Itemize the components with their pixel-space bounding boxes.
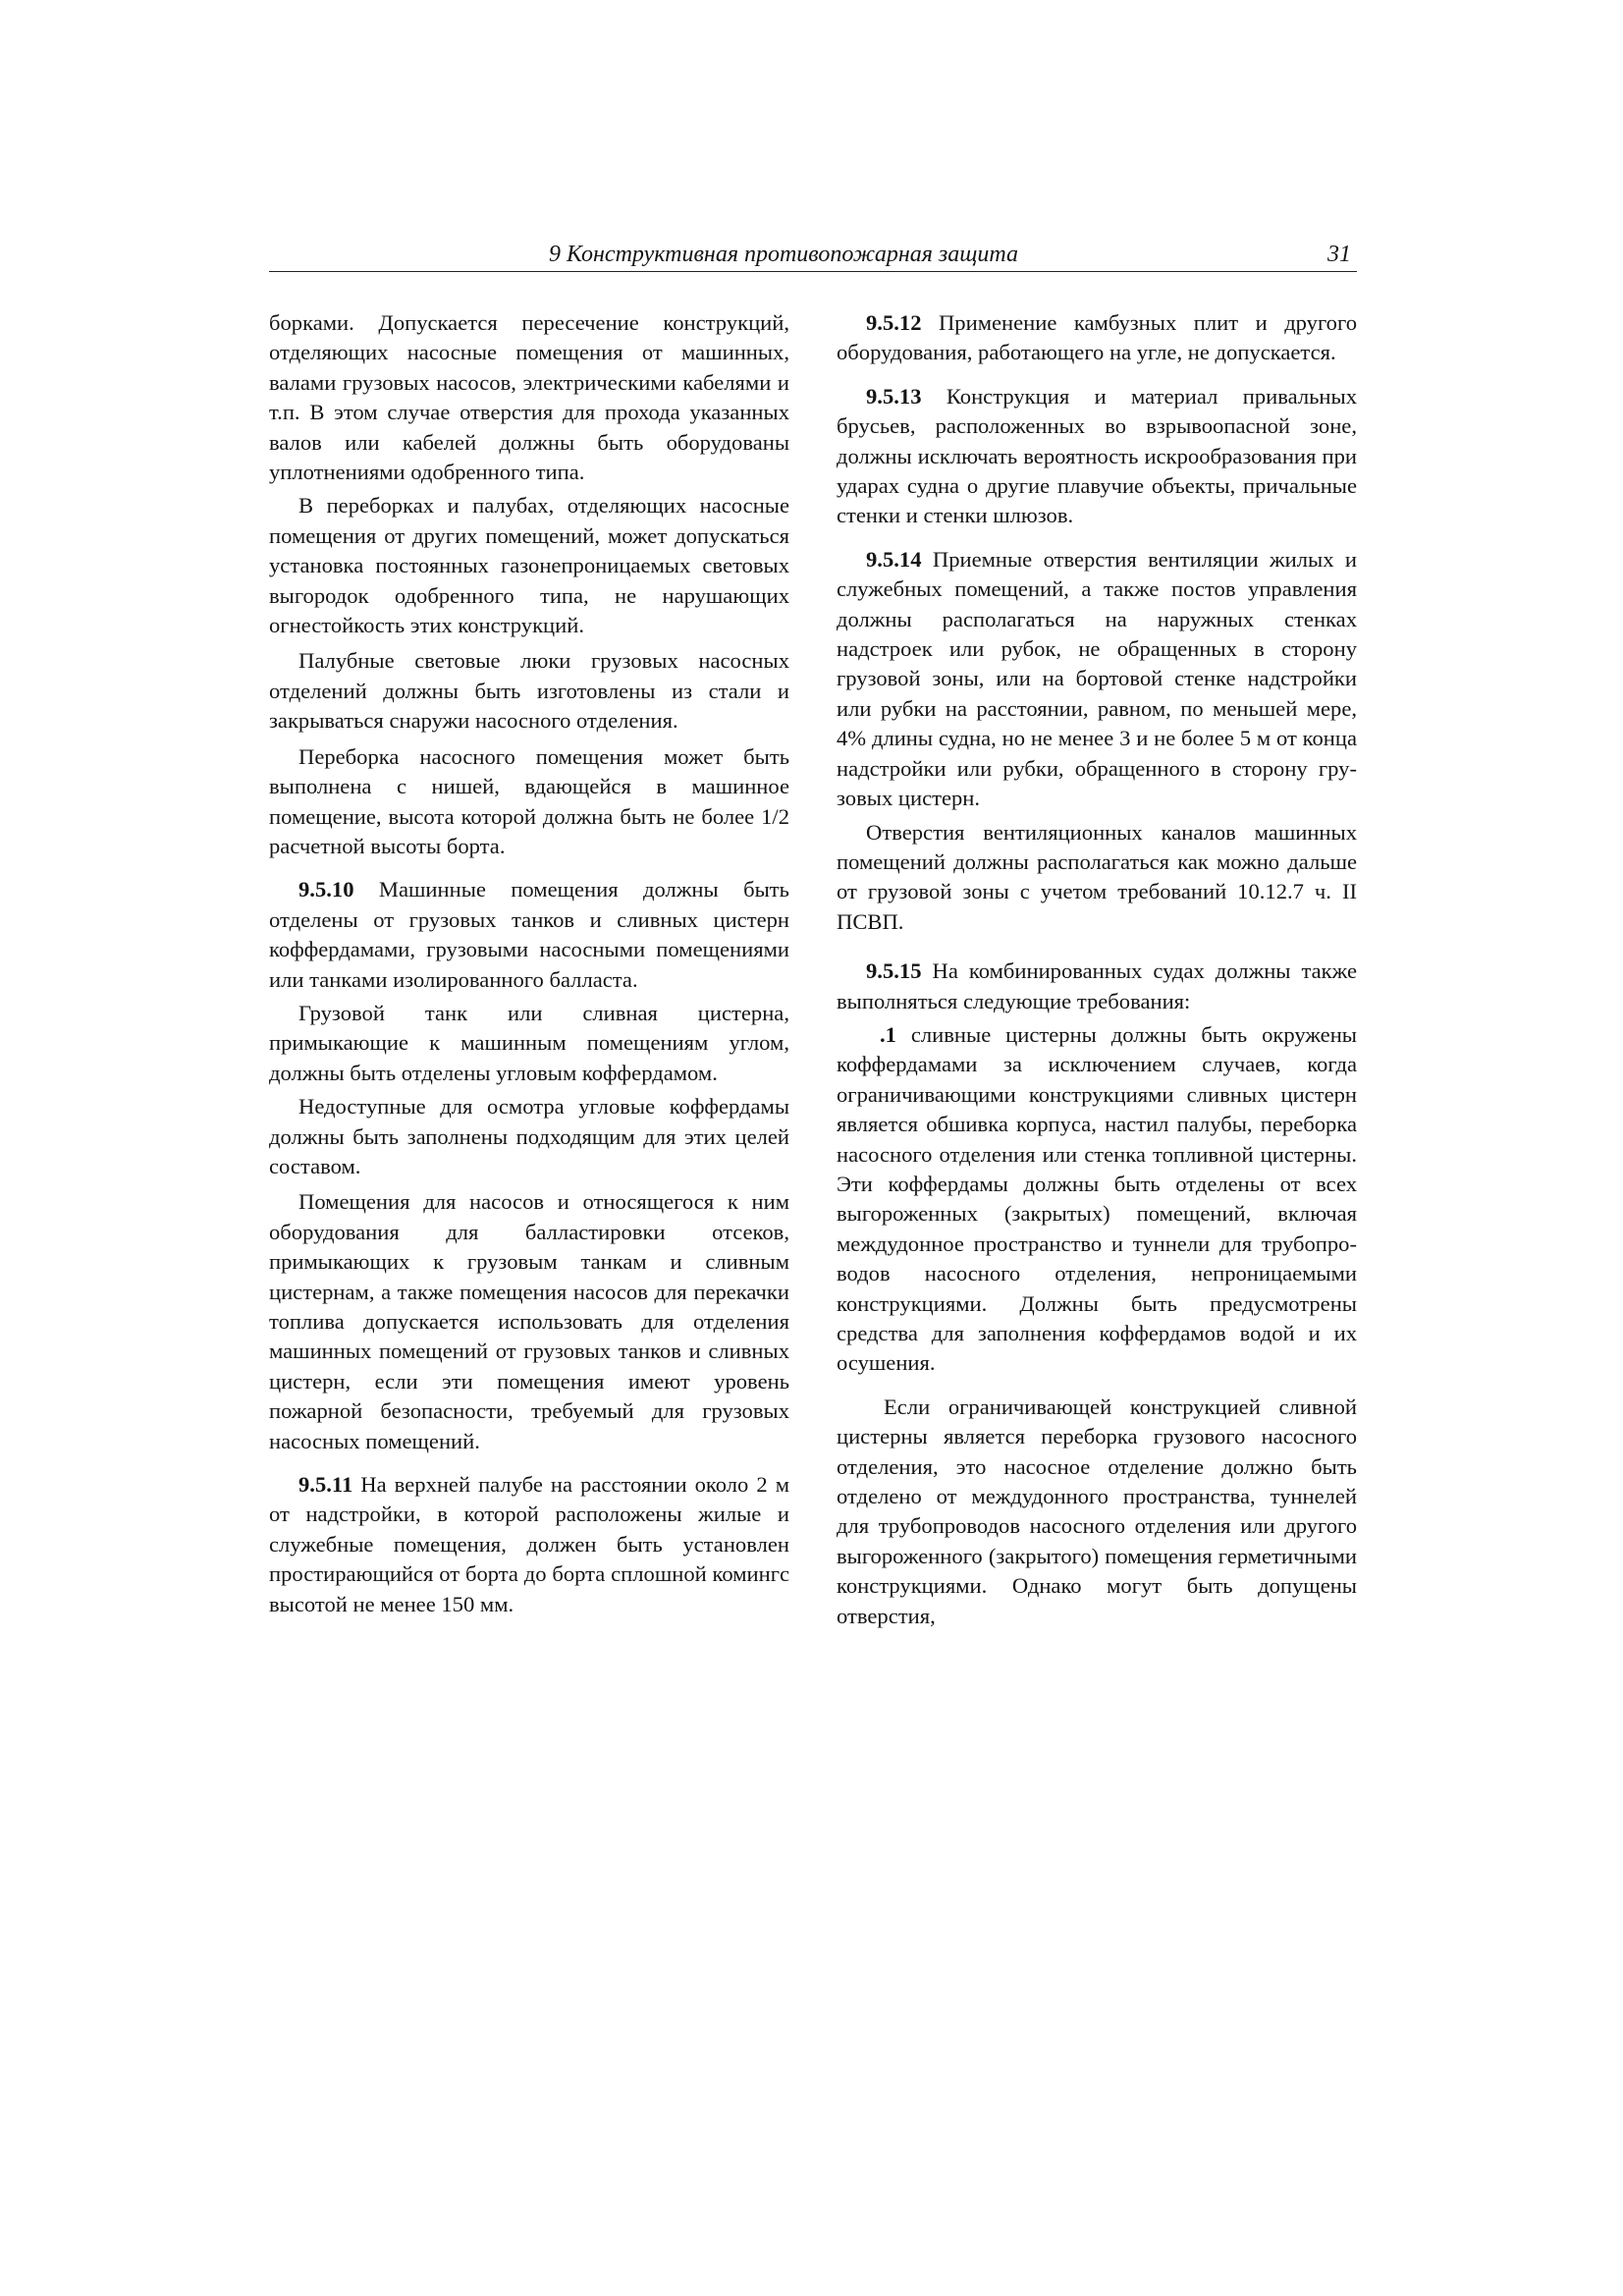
paragraph: Недоступные для осмотра угловые коффердамы должны быть заполнены подходящим для этих целей составом.	[269, 1094, 789, 1178]
document-page	[269, 238, 1357, 1628]
section-text: Машинные помещения должны быть отделены от грузовых танков и сливных цистерн коффердамами, грузовыми насосными помещениями или танками изолированного балласта.	[269, 877, 789, 992]
section-number: 9.5.11	[298, 1472, 353, 1498]
section-9-5-12	[837, 308, 1357, 368]
paragraph: В переборках и палубах, отделяющих насосные помещения от других помещений, может допускаться установка постоянных газонепроницаемых световых выгородок одобренного типа, не нарушающих огнестойкость этих конструкций.	[269, 493, 789, 638]
running-header	[269, 238, 1357, 272]
page-number: 31	[1327, 242, 1351, 267]
list-item	[837, 1020, 1357, 1379]
section-9-5-13	[837, 382, 1357, 531]
list-marker: .1	[880, 1021, 896, 1047]
paragraph: Если ограничивающей конструкцией сливной цистерны является переборка грузового насосного отделения, это насосное отделение должно быть отделено от междудонного пространства, туннелей для трубопроводов насосного отделения или другого выгороженного (закрытого) помещения герметичными конструкциями. Однако могут быть допущены отверстия,	[837, 1394, 1357, 1628]
section-text: На верхней палубе на расстоянии около 2 м от надстройки, в которой расположены жилые и служебные помещения, должен быть установлен простирающийся от борта до борта сплошной комингс высотой не менее 150 мм.	[269, 1472, 789, 1616]
paragraph: Переборка насосного помещения может быть выполнена с нишей, вдающейся в машинное помещение, высота которой должна быть не более 1/2 расчетной высоты борта.	[269, 743, 789, 858]
paragraph: Грузовой танк или сливная цистерна, примыкающие к машинным помещениям углом, должны быть отделены угловым коффердамом.	[269, 1000, 789, 1085]
section-number: 9.5.15	[866, 958, 922, 984]
left-column	[269, 308, 789, 1619]
section-number: 9.5.14	[866, 546, 922, 572]
paragraph: борками. Допускается пересечение конструкций, отделяющих насосные помещения от машинных, валами грузовых насосов, электрическими кабелями и т.п. В этом случае отверстия для прохода указанных валов или кабелей должны быть оборудованы уплотнениями одобренного типа.	[269, 310, 789, 485]
paragraph: Помещения для насосов и относящегося к ним оборудования для балластировки отсеков, примыкающих к грузовым танкам и сливным цистернам, а также помещения насосов для перекачки топлива допускается использовать для отделения машинных помещений от грузовых танков и сливных цистерн, если эти помещения имеют уровень пожарной безопасности, требуемый для грузовых насосных помещений.	[269, 1189, 789, 1453]
paragraph: Отверстия вентиляционных каналов машинных помещений должны располагаться как можно дальше от грузовой зоны с учетом требований 10.12.7 ч. II ПСВП.	[837, 819, 1357, 934]
chapter-title: 9 Конструктивная противопожарная защита	[549, 242, 1018, 267]
section-text: Применение камбузных плит и другого оборудования, работающего на угле, не допускается.	[837, 310, 1357, 365]
section-number: 9.5.12	[866, 310, 922, 335]
section-text: Конструкция и материал привальных брусьев, расположенных во взрывоопасной зоне, должны исключать вероятность искрообразования при ударах судна о другие плавучие объекты, причальные стенки и стенки шлюзов.	[837, 383, 1357, 528]
list-item-text: сливные цистерны должны быть окружены коффердамами за исключением случаев, когда ограничивающими конструкциями сливных цистерн является обшивка корпуса, настил палубы, переборка насосного отделения или стенка топливной цистерны. Эти коффердамы должны быть отделены от всех выгороженных (закрытых) помещений, включая междудонное пространство и туннели для трубопроводов насосного отделения, непроницаемыми конструкциями. Должны быть предусмотрены средства для заполнения коффердамов водой и их осушения.	[837, 1021, 1357, 1376]
right-column	[837, 308, 1357, 1631]
section-9-5-11	[269, 1470, 789, 1619]
section-number: 9.5.10	[298, 877, 354, 902]
section-9-5-10	[269, 875, 789, 995]
section-text: Приемные отверстия вентиляции жилых и служебных помещений, а также постов управления должны располагаться на наружных стенках надстроек или рубок, не обращенных в сторону грузовой зоны, или на бортовой стенке надстройки или рубки на расстоянии, равном, по меньшей мере, 4% длины судна, но не менее 3 и не более 5 м от конца надстройки или рубки, обращенного в сторону грузовых цистерн.	[837, 546, 1357, 811]
paragraph: Палубные световые люки грузовых насосных отделений должны быть изготовлены из стали и закрываться снаружи насосного отделения.	[269, 648, 789, 734]
section-9-5-14	[837, 545, 1357, 814]
section-text: На комбинированных судах должны также выполняться следующие требования:	[837, 958, 1357, 1013]
section-number: 9.5.13	[866, 383, 922, 409]
section-9-5-15	[837, 957, 1357, 1016]
